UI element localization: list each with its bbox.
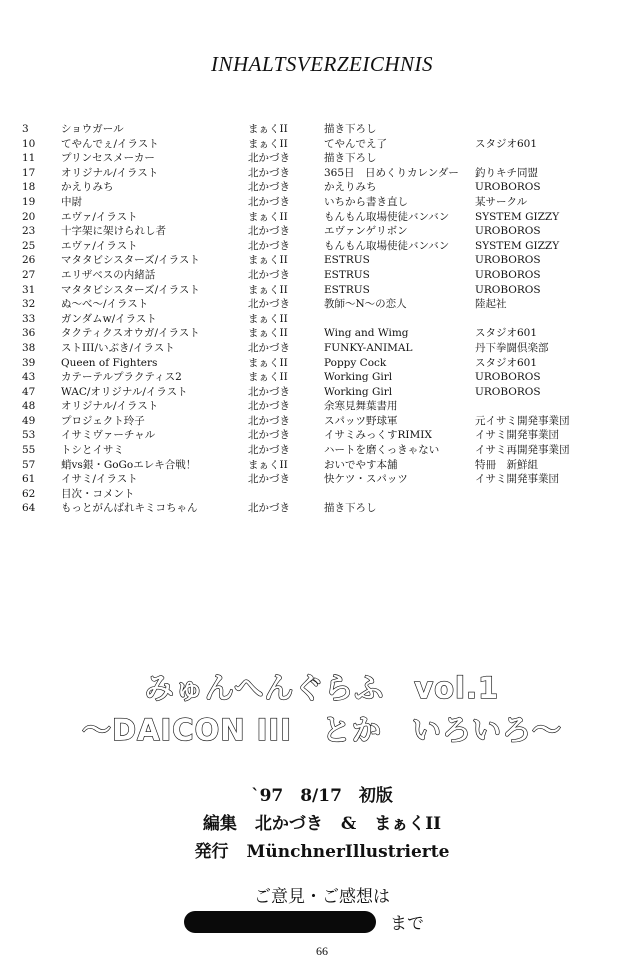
toc-page-number: 11 <box>22 152 36 165</box>
publisher-label: 発行 <box>194 842 229 862</box>
toc-row <box>22 341 625 356</box>
toc-entry-artist: 北かづき <box>248 268 290 281</box>
toc-page-number: 23 <box>22 225 36 238</box>
toc-page-number: 31 <box>22 283 36 296</box>
toc-entry-work: Poppy Cock <box>324 356 387 369</box>
toc-entry-title: もっとがんばれキミコちゃん <box>61 502 198 515</box>
toc-entry-title: イサミ/イラスト <box>61 473 138 486</box>
toc-entry-work: Working Girl <box>324 371 393 384</box>
toc-entry-artist: 北かづき <box>248 414 290 427</box>
toc-entry-work: 余寒見舞葉書用 <box>324 400 398 413</box>
toc-entry-circle <box>475 487 625 502</box>
toc-entry-artist: 北かづき <box>248 400 290 413</box>
toc-entry-artist: 北かづき <box>248 152 290 165</box>
toc-page-number: 33 <box>22 312 36 325</box>
publisher-line <box>0 837 644 862</box>
book-title: みゅんへんぐらふ vol.1 <box>144 671 500 705</box>
toc-entry-artist: 北かづき <box>248 225 290 238</box>
toc-entry-circle: 釣りキチ同盟 <box>475 166 538 179</box>
toc-entry-circle: SYSTEM GIZZY <box>475 239 560 252</box>
toc-entry-work: 描き下ろし <box>324 502 377 515</box>
toc-row <box>22 399 625 414</box>
toc-entry-work: もんもん取場使徒バンバン <box>324 210 450 223</box>
toc-entry-artist: まぁくII <box>248 312 288 325</box>
toc-page-number: 57 <box>22 458 36 471</box>
toc-row <box>22 458 625 473</box>
toc-entry-artist: 北かづき <box>248 444 290 457</box>
toc-page-number: 47 <box>22 385 36 398</box>
toc-entry-title: てやんでぇ/イラスト <box>61 137 159 150</box>
toc-entry-artist <box>248 487 324 502</box>
toc-entry-work: イサミみっくすRIMIX <box>324 429 432 442</box>
toc-row <box>22 268 625 283</box>
toc-entry-title: Queen of Fighters <box>61 356 158 369</box>
toc-entry-artist: 北かづき <box>248 473 290 486</box>
toc-page-number: 19 <box>22 195 36 208</box>
toc-entry-title: オリジナル/イラスト <box>61 166 159 179</box>
toc-page-number: 49 <box>22 414 36 427</box>
toc-entry-artist: まぁくII <box>248 283 288 296</box>
toc-row <box>22 151 625 166</box>
toc-row <box>22 224 625 239</box>
toc-row <box>22 195 625 210</box>
toc-page-number: 55 <box>22 444 36 457</box>
edition-line: `97 8/17 初版 <box>251 786 393 806</box>
editor-name-2: まぁくII <box>374 814 442 834</box>
toc-page-number: 20 <box>22 210 36 223</box>
toc-page-number: 43 <box>22 371 36 384</box>
toc-entry-artist: まぁくII <box>248 356 288 369</box>
toc-entry-title: 十字架に架けられし者 <box>61 225 166 238</box>
toc-entry-work: FUNKY-ANIMAL <box>324 341 413 354</box>
toc-entry-title: エリザベスの内緒話 <box>61 268 156 281</box>
toc-entry-circle: UROBOROS <box>475 268 541 281</box>
toc-entry-circle: UROBOROS <box>475 283 541 296</box>
toc-entry-title: タクティクスオウガ/イラスト <box>61 327 200 340</box>
toc-page-number: 26 <box>22 254 36 267</box>
toc-entry-title: ストIII/いぶき/イラスト <box>61 341 175 354</box>
toc-entry-artist: まぁくII <box>248 137 288 150</box>
toc-entry-work: 教師～N～の恋人 <box>324 298 407 311</box>
toc-entry-work: 快ケツ・スパッツ <box>324 473 408 486</box>
toc-row <box>22 210 625 225</box>
toc-entry-artist: 北かづき <box>248 341 290 354</box>
toc-row <box>22 370 625 385</box>
toc-page-number: 64 <box>22 502 36 515</box>
toc-page-number: 17 <box>22 166 36 179</box>
toc-entry-circle: 某サークル <box>475 195 528 208</box>
toc-entry-circle: イサミ開発事業団 <box>475 429 559 442</box>
toc-entry-circle <box>475 501 625 516</box>
redacted-contact <box>184 911 376 933</box>
toc-entry-title: WAC/オリジナル/イラスト <box>61 385 188 398</box>
toc-page-number: 61 <box>22 473 36 486</box>
toc-entry-circle: UROBOROS <box>475 225 541 238</box>
toc-entry-work: Wing and Wimg <box>324 327 409 340</box>
toc-page-number: 10 <box>22 137 36 150</box>
toc-page-number: 36 <box>22 327 36 340</box>
toc-entry-title: 中尉 <box>61 195 82 208</box>
toc-entry-artist: 北かづき <box>248 298 290 311</box>
toc-entry-title: エヴァ/イラスト <box>61 210 138 223</box>
toc-page-number: 38 <box>22 341 36 354</box>
toc-page-number: 27 <box>22 268 36 281</box>
toc-entry-artist: 北かづき <box>248 385 290 398</box>
toc-entry-work: エヴァンゲリボン <box>324 225 408 238</box>
toc-entry-artist: 北かづき <box>248 429 290 442</box>
toc-entry-work: ESTRUS <box>324 283 370 296</box>
toc-entry-circle: SYSTEM GIZZY <box>475 210 560 223</box>
feedback-suffix: まで <box>390 914 424 934</box>
toc-entry-circle <box>475 312 625 327</box>
toc-row <box>22 122 625 137</box>
publisher-name: MünchnerIllustrierte <box>246 842 450 862</box>
toc-page-number: 39 <box>22 356 36 369</box>
toc-entry-title: ショウガール <box>61 123 124 135</box>
toc-entry-circle: イサミ再開発事業団 <box>475 444 570 457</box>
toc-entry-artist: 北かづき <box>248 166 290 179</box>
toc-row <box>22 356 625 371</box>
toc-entry-work: おいでやす本舗 <box>324 458 398 471</box>
toc-entry-artist: 北かづき <box>248 502 290 515</box>
toc-entry-title: プロジェクト玲子 <box>61 414 145 427</box>
toc-entry-artist: まぁくII <box>248 123 288 135</box>
toc-entry-circle: 特冊 新鮮組 <box>475 458 538 471</box>
toc-entry-work: 描き下ろし <box>324 152 377 165</box>
toc-entry-circle: イサミ開発事業団 <box>475 473 559 486</box>
book-subtitle: ～DAICON III とか いろいろ～ <box>82 713 562 747</box>
toc-entry-circle: UROBOROS <box>475 385 541 398</box>
toc-entry-circle: UROBOROS <box>475 254 541 267</box>
toc-page-number: 62 <box>22 487 36 500</box>
toc-entry-circle: 陸起社 <box>475 298 507 311</box>
toc-page-number: 3 <box>22 123 29 135</box>
toc-entry-title: ぬ～べ～/イラスト <box>61 298 149 311</box>
toc-row <box>22 326 625 341</box>
toc-entry-work: スパッツ野球軍 <box>324 414 398 427</box>
toc-entry-work <box>324 312 475 327</box>
toc-entry-work: ESTRUS <box>324 254 370 267</box>
toc-entry-work <box>324 487 475 502</box>
toc-row <box>22 487 625 502</box>
toc-entry-circle: スタジオ601 <box>475 137 538 150</box>
editor-ampersand: & <box>340 814 357 834</box>
toc-entry-work: Working Girl <box>324 385 393 398</box>
toc-entry-circle: スタジオ601 <box>475 356 538 369</box>
editor-name-1: 北かづき <box>254 814 323 834</box>
toc-entry-work: 365日 日めくりカレンダー <box>324 166 459 179</box>
toc-row <box>22 180 625 195</box>
toc-row <box>22 443 625 458</box>
toc-entry-work: いちから書き直し <box>324 195 408 208</box>
feedback-contact-line <box>184 909 424 934</box>
toc-entry-title: トシとイサミ <box>61 444 124 457</box>
toc-entry-title: 目次・コメント <box>61 487 135 500</box>
toc-entry-circle: UROBOROS <box>475 371 541 384</box>
toc-entry-artist: まぁくII <box>248 210 288 223</box>
toc-entry-circle: 元イサミ開発事業団 <box>475 414 570 427</box>
toc-row <box>22 472 625 487</box>
toc-entry-circle: UROBOROS <box>475 181 541 194</box>
toc-entry-work: かえりみち <box>324 181 377 194</box>
toc-entry-circle <box>475 399 625 414</box>
toc-entry-circle <box>475 151 625 166</box>
toc-page-number: 18 <box>22 181 36 194</box>
toc-entry-title: かえりみち <box>61 181 114 194</box>
toc-row <box>22 385 625 400</box>
toc-entry-artist: まぁくII <box>248 327 288 340</box>
toc-entry-title: カテーテルプラクティス2 <box>61 371 182 384</box>
editor-label: 編集 <box>202 814 237 834</box>
toc-entry-artist: まぁくII <box>248 371 288 384</box>
toc-row <box>22 239 625 254</box>
page-number: 66 <box>316 944 328 958</box>
editor-line <box>0 809 644 834</box>
toc-entry-work: もんもん取場使徒バンバン <box>324 239 450 252</box>
toc-entry-title: プリンセスメーカー <box>61 152 155 165</box>
toc-entry-work: 描き下ろし <box>324 123 377 135</box>
toc-entry-title: イサミヴァーチャル <box>61 429 156 442</box>
toc-entry-work: てやんでえ了 <box>324 137 387 150</box>
toc-row <box>22 501 625 516</box>
toc-entry-artist: 北かづき <box>248 181 290 194</box>
toc-entry-title: エヴァ/イラスト <box>61 239 138 252</box>
toc-page-number: 53 <box>22 429 36 442</box>
toc-entry-artist: まぁくII <box>248 254 288 267</box>
toc-row <box>22 137 625 152</box>
toc-entry-title: オリジナル/イラスト <box>61 400 159 413</box>
toc-row <box>22 428 625 443</box>
toc-entry-title: ガンダムw/イラスト <box>61 312 157 325</box>
toc-entry-artist: 北かづき <box>248 195 290 208</box>
toc-row <box>22 297 625 312</box>
contents-table <box>22 122 625 516</box>
toc-entry-circle: 丹下拳闘倶楽部 <box>475 341 549 354</box>
toc-row <box>22 253 625 268</box>
toc-entry-work: ESTRUS <box>324 268 370 281</box>
feedback-heading: ご意見・ご感想は <box>254 887 390 907</box>
toc-row <box>22 283 625 298</box>
toc-entry-artist: まぁくII <box>248 458 288 471</box>
toc-entry-title: マタタビシスターズ/イラスト <box>61 254 200 267</box>
page-title: INHALTSVERZEICHNIS <box>210 52 434 76</box>
toc-entry-circle: スタジオ601 <box>475 327 538 340</box>
toc-page-number: 25 <box>22 239 36 252</box>
toc-row <box>22 312 625 327</box>
toc-page-number: 32 <box>22 298 36 311</box>
toc-entry-title: 蛸vs銀・GoGoエレキ合戦！ <box>61 458 197 471</box>
toc-entry-work: ハートを磨くっきゃない <box>324 444 440 457</box>
toc-entry-title: マタタビシスターズ/イラスト <box>61 283 200 296</box>
toc-page-number: 48 <box>22 400 36 413</box>
toc-entry-artist: 北かづき <box>248 239 290 252</box>
toc-entry-circle <box>475 122 625 137</box>
toc-row <box>22 414 625 429</box>
toc-row <box>22 166 625 181</box>
